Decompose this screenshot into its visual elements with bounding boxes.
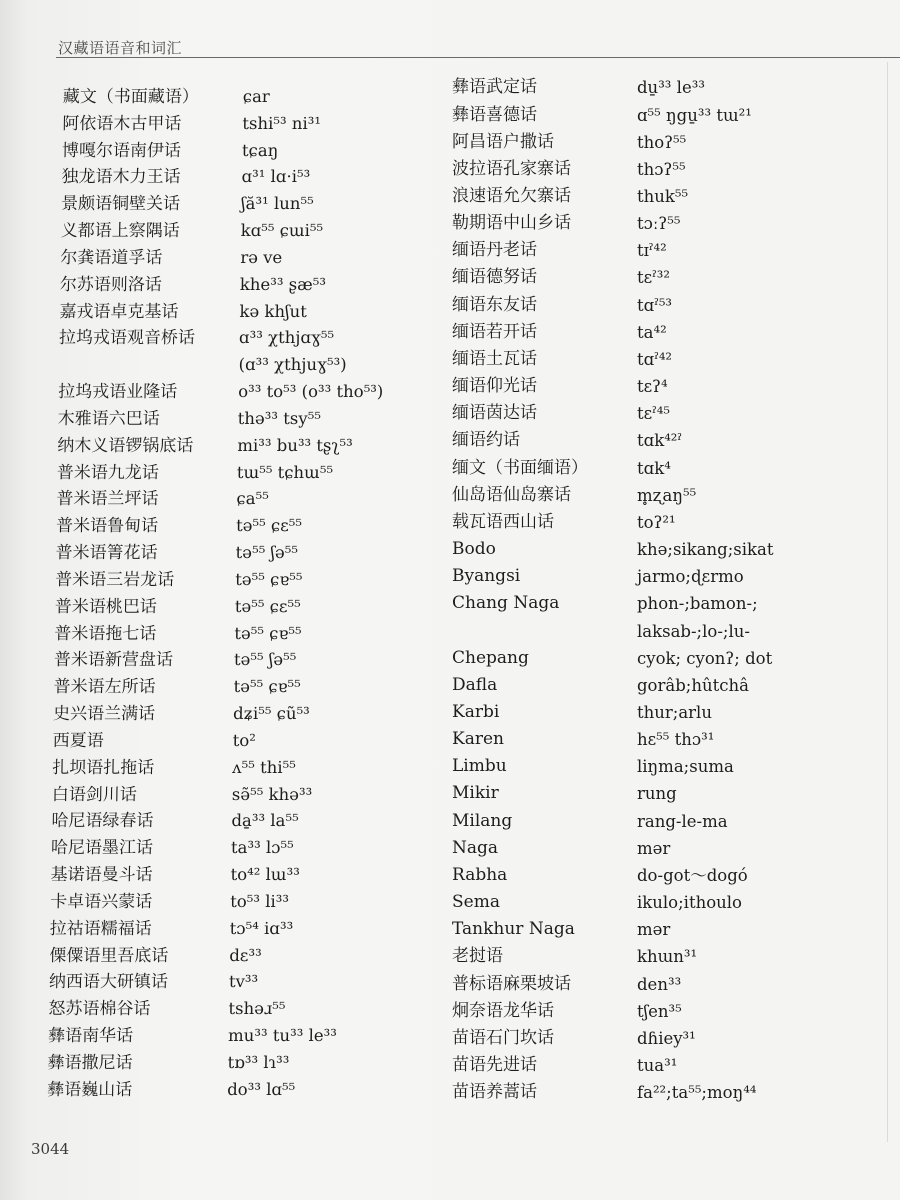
entry-row: [452, 726, 872, 753]
entry-row: [48, 996, 408, 1023]
language-name: 拉坞戎语业隆话: [58, 381, 178, 402]
phonetic-form: kɑ⁵⁵ ɕɯi⁵⁵: [240, 220, 324, 240]
language-name: 缅语土瓦话: [452, 348, 537, 369]
phonetic-form: jarmo;ɖɛrmo: [637, 567, 744, 587]
entry-row: [452, 971, 872, 998]
phonetic-form: tɑˀ⁴²: [637, 349, 673, 369]
entry-row: [61, 191, 421, 218]
language-name: 独龙语木力王话: [61, 167, 181, 188]
language-name: Karen: [452, 729, 504, 750]
language-name: Chepang: [452, 647, 529, 668]
language-name: 史兴语兰满话: [52, 703, 156, 724]
phonetic-form: tɑk⁴: [637, 458, 671, 478]
language-name: 阿昌语户撒话: [452, 131, 554, 152]
language-name: 缅文（书面缅语）: [452, 457, 588, 478]
language-name: 纳木义语锣锅底话: [57, 435, 194, 456]
entry-row: [452, 699, 872, 726]
language-name: 白语剑川话: [51, 784, 137, 805]
entry-row: [452, 916, 872, 943]
language-name: Bodo: [452, 539, 496, 560]
language-name: Mikir: [452, 783, 499, 804]
language-name: 藏文（书面藏语）: [62, 86, 199, 107]
entry-row: [49, 969, 409, 996]
entry-row: [452, 835, 872, 862]
language-name: 尔龚语道孚话: [60, 247, 163, 268]
phonetic-form: to²: [232, 730, 257, 750]
phonetic-form: tshi⁵³ ni³¹: [242, 113, 322, 133]
phonetic-form: tua³¹: [637, 1056, 678, 1076]
entry-row: [452, 1025, 872, 1052]
entry-row: [452, 210, 872, 237]
running-header: 汉藏语语音和词汇: [58, 39, 183, 57]
language-name: 嘉戎语卓克基话: [59, 301, 179, 322]
entry-row: [55, 593, 415, 620]
entry-row: [452, 889, 872, 916]
language-name: 浪速语允欠寨话: [452, 186, 571, 207]
entry-row: [55, 540, 415, 567]
phonetic-form: tə⁵⁵ ɕɐ⁵⁵: [235, 569, 303, 589]
language-name: Tankhur Naga: [452, 919, 575, 940]
phonetic-form: ta³³ lɔ⁵⁵: [230, 837, 294, 857]
language-name: 缅语仰光话: [452, 376, 537, 397]
entry-row: [52, 754, 412, 781]
phonetic-form: dɛ³³: [229, 945, 262, 965]
language-name: 阿依语木古甲话: [62, 113, 182, 134]
entry-row: [58, 406, 418, 433]
language-name: 怒苏语棉谷话: [48, 998, 151, 1019]
phonetic-form: sə̃⁵⁵ khə³³: [231, 784, 313, 804]
language-name: 博嘎尔语南伊话: [61, 140, 182, 161]
language-name: 普米语拖七话: [54, 623, 157, 644]
phonetic-form: (ɑ³³ χthjuɣ⁵³): [238, 354, 347, 374]
phonetic-form: ta⁴²: [637, 322, 667, 342]
entry-row: [50, 888, 410, 915]
entry-row: [58, 379, 418, 406]
entry-row: [53, 701, 413, 728]
language-name: 勒期语中山乡话: [452, 213, 571, 234]
entry-row: [59, 325, 419, 352]
entry-row: [52, 781, 412, 808]
entry-row: [452, 346, 872, 373]
phonetic-form: dɦiey³¹: [637, 1028, 696, 1048]
entry-row: [52, 727, 412, 754]
phonetic-form: rung: [637, 784, 677, 804]
language-name: 缅语德努话: [452, 267, 537, 288]
entry-row: [452, 943, 872, 970]
entry-row: [60, 218, 420, 245]
language-name: Milang: [452, 810, 513, 831]
phonetic-form: ʃă³¹ lun⁵⁵: [240, 193, 314, 213]
language-name: 木雅语六巴话: [57, 408, 160, 429]
entry-row: [50, 862, 410, 889]
language-name: 苗语养蒿话: [452, 1082, 537, 1103]
phonetic-form: rə ve: [240, 247, 283, 267]
language-name: 义都语上察隅话: [60, 220, 180, 241]
entry-row: [452, 427, 872, 454]
phonetic-form: tʃen³⁵: [637, 1001, 682, 1021]
entry-row: [51, 808, 411, 835]
phonetic-form: tɛˀ⁴⁵: [637, 404, 671, 424]
language-name: 彝语撒尼话: [47, 1052, 133, 1073]
language-name: 缅语若开话: [452, 321, 537, 342]
phonetic-form: tə⁵⁵ ɕɛ⁵⁵: [235, 515, 303, 535]
language-name: 普米语箐花话: [55, 542, 158, 563]
entry-row: [452, 590, 872, 617]
language-name: Limbu: [452, 756, 507, 777]
phonetic-form: rang-le-ma: [637, 811, 728, 831]
phonetic-form: tv³³: [228, 971, 259, 991]
entry-row: [56, 486, 416, 513]
language-name: 普米语九龙话: [56, 462, 160, 483]
language-name: 普标语麻栗坡话: [452, 973, 571, 994]
phonetic-form: tɔːʔ⁵⁵: [637, 214, 681, 234]
entry-row: [452, 780, 872, 807]
phonetic-form: cyok; cyonʔ; dot: [637, 648, 773, 668]
phonetic-form: mər: [637, 838, 671, 858]
phonetic-form: phon-;bamon-;: [637, 594, 758, 614]
phonetic-form: gorâb;hûtchâ: [637, 675, 749, 695]
language-name: 仙岛语仙岛寨话: [452, 484, 571, 505]
phonetic-form: tə⁵⁵ ʃə⁵⁵: [233, 649, 297, 669]
entry-row: [452, 183, 872, 210]
phonetic-form: dʑi⁵⁵ ɕũ⁵³: [232, 703, 310, 723]
phonetic-form: mi³³ bu³³ tʂʅ⁵³: [237, 435, 353, 455]
language-name: Byangsi: [452, 566, 521, 587]
entry-row: [57, 459, 417, 486]
phonetic-form: do³³ lɑ⁵⁵: [227, 1079, 296, 1099]
language-name: 苗语石门坎话: [452, 1027, 554, 1048]
entry-row: [452, 292, 872, 319]
phonetic-form: khe³³ ʂæ⁵³: [239, 274, 327, 294]
entry-row: [452, 237, 872, 264]
phonetic-form: tə⁵⁵ ɕɐ⁵⁵: [234, 623, 302, 643]
entry-row: [61, 164, 421, 191]
entry-row: [452, 862, 872, 889]
phonetic-form: da̱³³ la⁵⁵: [231, 810, 299, 830]
phonetic-form: o³³ to⁵³ (o³³ tho⁵³): [238, 381, 384, 401]
entry-row: [48, 1023, 408, 1050]
language-name: 炯奈语龙华话: [452, 1000, 554, 1021]
phonetic-form: liŋma;suma: [637, 757, 734, 777]
phonetic-form: khɯn³¹: [637, 947, 698, 967]
phonetic-form: tshəɹ⁵⁵: [228, 998, 286, 1018]
language-name: 普米语新营盘话: [53, 649, 174, 670]
language-name: 基诺语曼斗话: [50, 864, 153, 885]
right-column: [452, 74, 872, 1106]
language-name: 拉祜语糯福话: [49, 918, 152, 939]
phonetic-form: to⁴² lɯ³³: [230, 864, 300, 884]
language-name: 载瓦语西山话: [452, 511, 554, 532]
language-name: 缅语约话: [452, 430, 520, 451]
language-name: Dafla: [452, 674, 498, 695]
entry-row: [452, 563, 872, 590]
phonetic-form: tɕaŋ: [241, 140, 279, 160]
language-name: 苗语先进话: [452, 1055, 537, 1076]
language-name: 缅语茵达话: [452, 403, 537, 424]
phonetic-form: tə⁵⁵ ɕɐ⁵⁵: [233, 676, 301, 696]
entry-row: [55, 567, 415, 594]
language-name: 卡卓语兴蒙话: [49, 891, 153, 912]
page-number: 3044: [31, 1140, 70, 1158]
phonetic-form: mər: [637, 920, 671, 940]
phonetic-form: ɕar: [242, 86, 270, 106]
language-name: 拉坞戎语观音桥话: [58, 328, 196, 349]
entry-continuation-row: [452, 618, 872, 645]
phonetic-form: tɒ³³ lɿ³³: [227, 1052, 290, 1072]
phonetic-form: tɛʔ⁴: [637, 377, 668, 397]
language-name: 景颇语铜壁关话: [60, 193, 181, 214]
language-name: 彝语武定话: [452, 77, 537, 98]
phonetic-form: ɑ⁵⁵ ŋgu̱³³ tɯ²¹: [637, 105, 752, 125]
language-name: Karbi: [452, 701, 500, 722]
phonetic-form: tɑk⁴²ˀ: [637, 431, 683, 451]
entry-row: [47, 1076, 407, 1103]
left-column: [47, 84, 423, 1103]
entry-row: [452, 373, 872, 400]
phonetic-form: tɛˀ³²: [637, 268, 671, 288]
phonetic-form: ʌ⁵⁵ thi⁵⁵: [232, 757, 296, 777]
entry-row: [63, 84, 423, 111]
language-name: 普米语桃巴话: [54, 596, 157, 617]
language-name: 彝语喜德话: [452, 104, 537, 125]
phonetic-form: tɯ⁵⁵ tɕhɯ⁵⁵: [236, 462, 334, 482]
language-name: 普米语鲁甸话: [55, 515, 159, 536]
language-name: 傈僳语里吾底话: [49, 945, 169, 966]
language-name: Rabha: [452, 864, 508, 885]
phonetic-form: fa²²;ta⁵⁵;moŋ⁴⁴: [637, 1083, 757, 1103]
language-name: 老挝语: [452, 946, 503, 967]
entry-row: [452, 753, 872, 780]
language-name: 普米语兰坪话: [56, 489, 159, 510]
phonetic-form: ɑ³³ χthjɑɣ⁵⁵: [238, 328, 335, 348]
phonetic-form: thur;arlu: [637, 702, 712, 722]
phonetic-form: du̱³³ le³³: [637, 78, 705, 98]
phonetic-form: to⁵³ li³³: [230, 891, 290, 911]
language-name: 纳西语大研镇话: [48, 971, 169, 992]
language-name: Sema: [452, 892, 500, 913]
entry-row: [452, 129, 872, 156]
language-name: 缅语东友话: [452, 294, 537, 315]
phonetic-form: m̥ʐaŋ⁵⁵: [637, 485, 697, 505]
phonetic-form: thoʔ⁵⁵: [637, 132, 687, 152]
language-name: 普米语三岩龙话: [55, 569, 175, 590]
entry-row: [62, 137, 422, 164]
entry-continuation-row: [58, 352, 418, 379]
phonetic-form: ikulo;ithoulo: [637, 893, 742, 913]
entry-row: [452, 672, 872, 699]
phonetic-form: tɑˀ⁵³: [637, 295, 673, 315]
language-name: 扎坝语扎拖话: [52, 757, 155, 778]
entry-row: [452, 455, 872, 482]
entry-row: [57, 432, 417, 459]
entry-row: [53, 674, 413, 701]
entry-row: [452, 264, 872, 291]
entry-row: [452, 319, 872, 346]
header-rule: [56, 57, 900, 58]
phonetic-form: hɛ⁵⁵ thɔ³¹: [637, 730, 715, 750]
entry-row: [452, 74, 872, 101]
phonetic-form: tɔ⁵⁴ iɑ³³: [229, 918, 294, 938]
phonetic-form: khə;sikang;sikat: [637, 540, 774, 560]
entry-row: [452, 156, 872, 183]
phonetic-form: thɔʔ⁵⁵: [637, 159, 686, 179]
entry-row: [452, 102, 872, 129]
phonetic-form: do-got～dogó: [637, 865, 748, 885]
language-name: 彝语南华话: [47, 1025, 134, 1046]
phonetic-form: thə³³ tsy⁵⁵: [237, 408, 322, 428]
entry-row: [452, 1052, 872, 1079]
language-name: 西夏语: [52, 730, 104, 751]
entry-row: [452, 998, 872, 1025]
entry-row: [452, 400, 872, 427]
phonetic-form: toʔ²¹: [637, 512, 676, 532]
language-name: 哈尼语墨江话: [50, 837, 154, 858]
language-name: 彝语巍山话: [47, 1079, 133, 1100]
language-name: 哈尼语绿春话: [51, 810, 154, 831]
language-name: 普米语左所话: [53, 676, 156, 697]
phonetic-form: tə⁵⁵ ɕɛ⁵⁵: [234, 596, 301, 616]
language-name: 波拉语孔家寨话: [452, 158, 571, 179]
phonetic-form: ɕa⁵⁵: [236, 489, 269, 509]
entry-row: [60, 271, 420, 298]
phonetic-form: tɪˀ⁴²: [637, 241, 667, 261]
entry-row: [54, 647, 414, 674]
language-name: 尔苏语则洛话: [59, 274, 163, 295]
phonetic-form: den³³: [637, 974, 682, 994]
phonetic-form: tə⁵⁵ ʃə⁵⁵: [235, 542, 299, 562]
entry-row: [452, 509, 872, 536]
entry-row: [452, 645, 872, 672]
phonetic-form: laksab-;lo-;lu-: [637, 621, 750, 641]
entry-row: [59, 298, 419, 325]
entry-row: [452, 808, 872, 835]
phonetic-form: ɑ³¹ lɑ·i⁵³: [241, 167, 311, 187]
entry-row: [452, 1079, 872, 1106]
phonetic-form: thuk⁵⁵: [637, 187, 689, 207]
entry-row: [51, 835, 411, 862]
entry-row: [56, 513, 416, 540]
language-name: Naga: [452, 837, 499, 858]
entry-row: [452, 536, 872, 563]
phonetic-form: kə khʃut: [239, 301, 307, 321]
entry-row: [47, 1049, 407, 1076]
phonetic-form: mu³³ tu³³ le³³: [227, 1025, 337, 1045]
entry-row: [452, 482, 872, 509]
language-name: 缅语丹老话: [452, 240, 537, 261]
language-name: Chang Naga: [452, 593, 560, 614]
entry-row: [54, 620, 414, 647]
entry-row: [49, 942, 409, 969]
entry-row: [50, 915, 410, 942]
entry-row: [60, 245, 420, 272]
page-edge-shadow: [887, 62, 888, 1142]
entry-row: [62, 110, 422, 137]
